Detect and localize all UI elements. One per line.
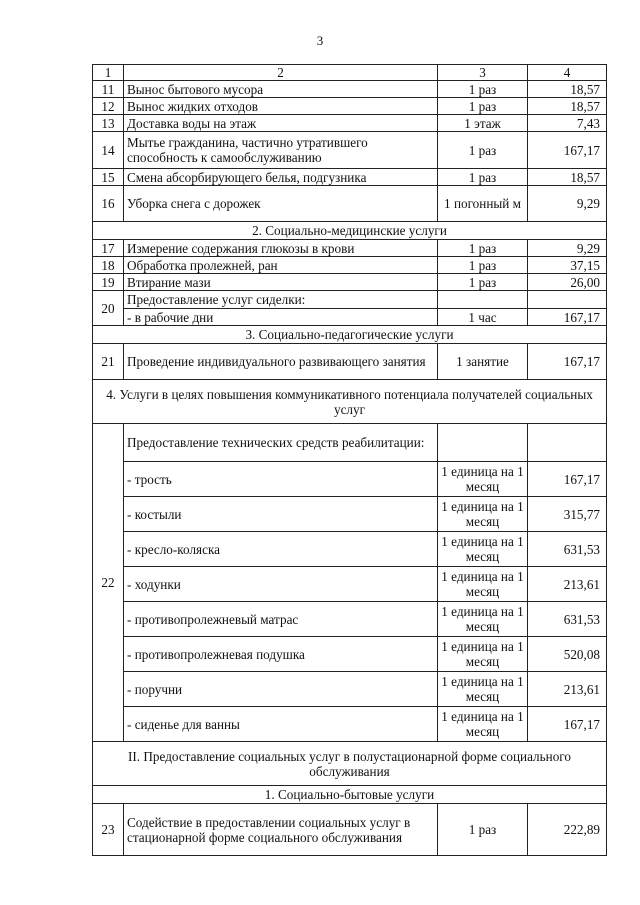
service-unit: 1 единица на 1 месяц: [438, 637, 528, 672]
service-unit: 1 единица на 1 месяц: [438, 497, 528, 532]
section-title-medical: 2. Социально-медицинские услуги: [93, 222, 607, 240]
row-number: 13: [93, 115, 124, 132]
row-number: 23: [93, 804, 124, 856]
service-price: 213,61: [528, 672, 607, 707]
table-row: [93, 344, 607, 380]
section-row: [93, 222, 607, 240]
table-row: [93, 532, 607, 567]
table-row: [93, 672, 607, 707]
table-row: [93, 309, 607, 326]
service-name: Уборка снега с дорожек: [124, 186, 438, 222]
service-name: Содействие в предоставлении социальных услуг в стационарной форме социального обслуживания: [124, 804, 438, 856]
table-row: [93, 424, 607, 462]
service-price: 18,57: [528, 98, 607, 115]
service-price: 520,08: [528, 637, 607, 672]
column-header: 2: [124, 65, 438, 81]
empty-cell: [438, 424, 528, 462]
table-row: [93, 567, 607, 602]
service-name: - поручни: [124, 672, 438, 707]
service-price: 167,17: [528, 309, 607, 326]
service-unit: 1 час: [438, 309, 528, 326]
table-row: [93, 602, 607, 637]
header-row: [93, 65, 607, 81]
service-price: 167,17: [528, 462, 607, 497]
service-name: - кресло-коляска: [124, 532, 438, 567]
row-number: 21: [93, 344, 124, 380]
service-unit: 1 единица на 1 месяц: [438, 462, 528, 497]
section-title-semistationary: II. Предоставление социальных услуг в полустационарной форме социального обслуживания: [93, 742, 607, 786]
service-name: Предоставление технических средств реабилитации:: [124, 424, 438, 462]
section-title-pedagogical: 3. Социально-педагогические услуги: [93, 326, 607, 344]
service-price: 18,57: [528, 169, 607, 186]
service-price: 631,53: [528, 602, 607, 637]
column-header: 4: [528, 65, 607, 81]
service-price: 213,61: [528, 567, 607, 602]
row-number: 14: [93, 132, 124, 169]
service-unit: 1 этаж: [438, 115, 528, 132]
table-row: [93, 81, 607, 98]
table-row: [93, 462, 607, 497]
row-number: 12: [93, 98, 124, 115]
row-number: 15: [93, 169, 124, 186]
service-price: 9,29: [528, 186, 607, 222]
service-unit: 1 раз: [438, 98, 528, 115]
service-price: 167,17: [528, 344, 607, 380]
service-name: Смена абсорбирующего белья, подгузника: [124, 169, 438, 186]
service-name: Вынос жидких отходов: [124, 98, 438, 115]
row-number: 11: [93, 81, 124, 98]
service-name: - трость: [124, 462, 438, 497]
service-unit: 1 раз: [438, 132, 528, 169]
service-name: Предоставление услуг сиделки:: [124, 291, 438, 309]
service-name: - противопролежневая подушка: [124, 637, 438, 672]
service-unit: 1 единица на 1 месяц: [438, 672, 528, 707]
row-number: 22: [93, 424, 124, 742]
table-row: [93, 291, 607, 309]
section-row: [93, 380, 607, 424]
section-row: [93, 326, 607, 344]
column-header: 1: [93, 65, 124, 81]
empty-cell: [528, 424, 607, 462]
service-name: Измерение содержания глюкозы в крови: [124, 240, 438, 257]
service-unit: 1 раз: [438, 274, 528, 291]
service-name: Мытье гражданина, частично утратившего способность к самообслуживанию: [124, 132, 438, 169]
service-name: - костыли: [124, 497, 438, 532]
service-unit: 1 единица на 1 месяц: [438, 532, 528, 567]
table-row: [93, 186, 607, 222]
table-row: [93, 637, 607, 672]
service-unit: 1 погонный м: [438, 186, 528, 222]
table-row: [93, 98, 607, 115]
service-name: Втирание мази: [124, 274, 438, 291]
service-price: 167,17: [528, 707, 607, 742]
service-unit: 1 единица на 1 месяц: [438, 602, 528, 637]
row-number: 20: [93, 291, 124, 326]
service-price: 631,53: [528, 532, 607, 567]
column-header: 3: [438, 65, 528, 81]
service-price: 26,00: [528, 274, 607, 291]
empty-cell: [528, 291, 607, 309]
service-unit: 1 раз: [438, 81, 528, 98]
service-price: 18,57: [528, 81, 607, 98]
section-title-communicative: 4. Услуги в целях повышения коммуникативного потенциала получателей социальных услуг: [93, 380, 607, 424]
service-price: 167,17: [528, 132, 607, 169]
service-unit: 1 раз: [438, 257, 528, 274]
section-row: [93, 742, 607, 786]
empty-cell: [438, 291, 528, 309]
table-row: [93, 707, 607, 742]
service-name: Вынос бытового мусора: [124, 81, 438, 98]
row-number: 16: [93, 186, 124, 222]
service-name: - ходунки: [124, 567, 438, 602]
service-price: 9,29: [528, 240, 607, 257]
service-unit: 1 единица на 1 месяц: [438, 707, 528, 742]
table-row: [93, 257, 607, 274]
service-unit: 1 раз: [438, 240, 528, 257]
service-name: Доставка воды на этаж: [124, 115, 438, 132]
service-price: 37,15: [528, 257, 607, 274]
row-number: 19: [93, 274, 124, 291]
table-row: [93, 240, 607, 257]
table-row: [93, 497, 607, 532]
service-name: - в рабочие дни: [124, 309, 438, 326]
page-number: 3: [316, 33, 324, 48]
service-unit: 1 занятие: [438, 344, 528, 380]
section-title-household: 1. Социально-бытовые услуги: [93, 786, 607, 804]
service-name: Проведение индивидуального развивающего занятия: [124, 344, 438, 380]
service-name: Обработка пролежней, ран: [124, 257, 438, 274]
service-unit: 1 раз: [438, 804, 528, 856]
table-row: [93, 804, 607, 856]
table-row: [93, 169, 607, 186]
table-row: [93, 115, 607, 132]
service-name: - сиденье для ванны: [124, 707, 438, 742]
table-row: [93, 132, 607, 169]
services-table: [92, 64, 607, 856]
service-name: - противопролежневый матрас: [124, 602, 438, 637]
service-price: 7,43: [528, 115, 607, 132]
row-number: 18: [93, 257, 124, 274]
table-row: [93, 274, 607, 291]
service-price: 315,77: [528, 497, 607, 532]
row-number: 17: [93, 240, 124, 257]
section-row: [93, 786, 607, 804]
service-unit: 1 единица на 1 месяц: [438, 567, 528, 602]
service-price: 222,89: [528, 804, 607, 856]
service-unit: 1 раз: [438, 169, 528, 186]
